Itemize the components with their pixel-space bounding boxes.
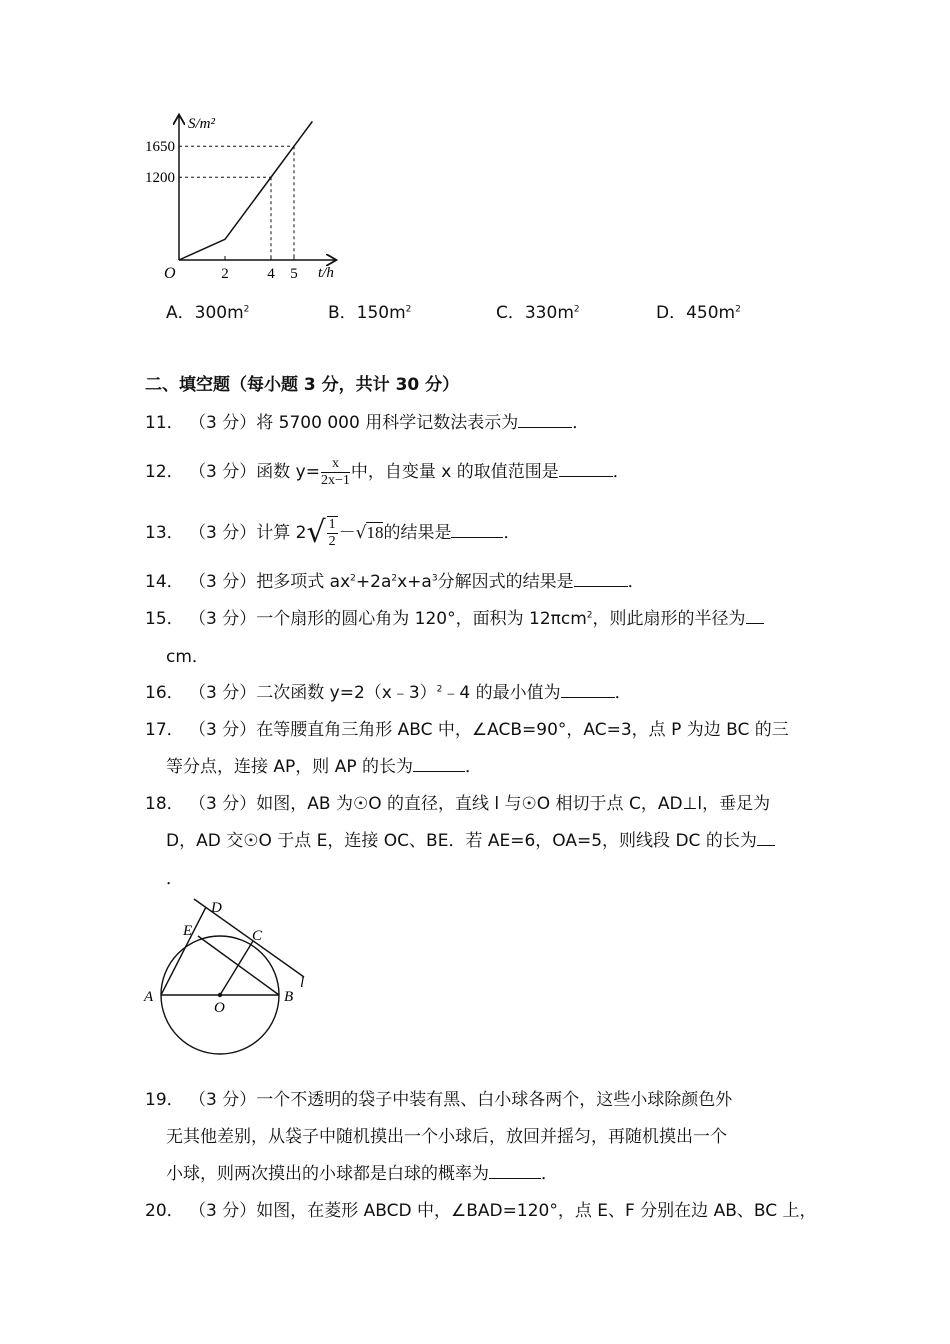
section-2-title: 二、填空题（每小题 3 分，共计 30 分） [145,375,460,395]
answer-blank [518,413,572,428]
label-e: E [183,923,193,939]
x-tick-label: 5 [290,266,298,282]
q10-option-b: B．$150m^2$ [328,303,412,323]
center-point [218,993,222,997]
q10-option-a: A．$300m^2$ [166,303,250,323]
sqrt-sign: √ [355,523,367,543]
question-11: 11． （3 分）将 5700 000 用科学记数法表示为 ． [145,413,590,433]
x-tick-label: 2 [221,266,229,282]
q10-option-c: C．$330m^2$ [496,303,580,323]
answer-blank [574,572,628,587]
question-16: 16． （3 分）二次函数 y=2（x﹣3）$^2$﹣4 的最小值为 ． [145,683,632,703]
label-b: B [284,989,294,1005]
data-line [179,121,312,260]
x-tick-label: 4 [267,266,275,282]
answer-blank [757,831,775,846]
origin-label: O [164,265,176,282]
fraction: $\frac{1}{2}$ [328,517,336,549]
answer-blank [746,609,764,624]
answer-blank [559,462,613,477]
y-axis-label: S/m² [188,116,215,132]
question-18-line-2: D，AD 交☉O 于点 E，连接 OC、BE．若 AE=6，OA=5，则线段 DC 的长为 [166,830,775,852]
segment-oc [220,941,253,995]
label-l: l [300,975,305,991]
label-d: D [211,900,222,916]
question-15-line-2: cm． [166,647,209,667]
x-axis-label: t/h [318,265,334,281]
question-19-line-2: 无其他差别，从袋子中随机摸出一个小球后，放回并摇匀，再随机摸出一个 [166,1127,727,1147]
label-a: A [144,989,154,1005]
question-19: 19． （3 分）一个不透明的袋子中装有黑、白小球各两个，这些小球除颜色外 [145,1090,733,1110]
question-14: 14． （3 分）把多项式 $ax^2+2a^2x+a^3$分解因式的结果是 ． [145,572,645,592]
label-c: C [252,928,263,944]
question-12: 12． （3 分）函数 y= $\frac{x}{2x-1}$ 中，自变量 x 的取值范围是 ． [145,455,630,488]
question-19-line-3: 小球，则两次摸出的小球都是白球的概率为 ． [166,1164,558,1184]
y-tick-label: 1200 [145,170,175,187]
label-o: O [214,1000,225,1016]
answer-blank [489,1164,541,1179]
question-17: 17． （3 分）在等腰直角三角形 ABC 中，∠ACB=90°，AC=3，点 P 为边 BC 的三 [145,720,789,740]
fraction: $\frac{x}{2x-1}$ [320,455,350,488]
question-18: 18． （3 分）如图，AB 为☉O 的直径，直线 l 与☉O 相切于点 C，AD⊥l，垂足为 [145,794,771,814]
answer-blank [413,757,465,772]
question-17-line-2: 等分点，连接 AP，则 AP 的长为 ． [166,757,482,777]
circle-tangent-figure [138,895,323,1060]
question-18-line-3: ． [166,869,183,889]
q10-option-d: D．$450m^2$ [656,303,741,323]
answer-blank [451,523,503,538]
question-15: 15． （3 分）一个扇形的圆心角为 120°，面积为 12πcm$^2$，则此扇形的半径为 [145,608,764,630]
question-20: 20． （3 分）如图，在菱形 ABCD 中，∠BAD=120°，点 E、F 分别在边 AB、BC 上， [145,1201,817,1221]
area-time-chart [145,110,360,285]
answer-blank [561,683,615,698]
sqrt-sign: √ [306,515,326,550]
y-tick-label: 1650 [145,139,175,156]
question-13: 13． （3 分）计算 2√ $\frac{1}{2}$ －√18的结果是 ． [145,515,521,550]
segment-ad [161,907,206,995]
